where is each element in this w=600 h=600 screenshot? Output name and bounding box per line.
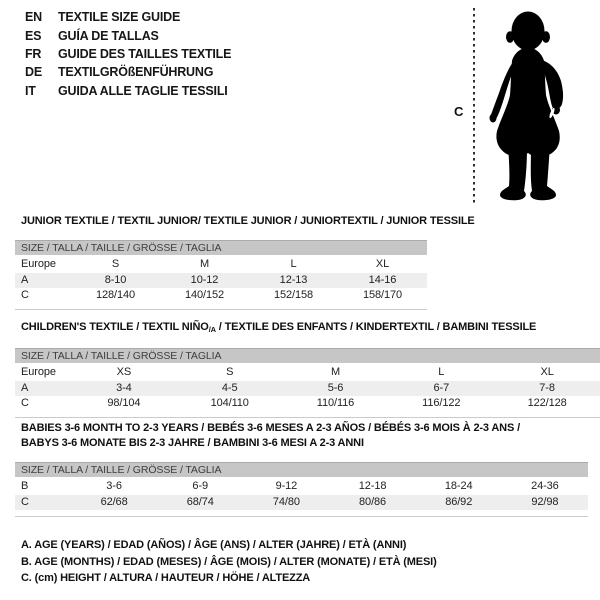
junior-size-table: [15, 255, 427, 303]
language-row: [25, 8, 231, 26]
language-code: DE: [25, 65, 42, 80]
legend-line: B. AGE (MONTHS) / EDAD (MESES) / ÂGE (MOIS) / ALTER (MONATE) / ETÀ (MESI): [21, 555, 437, 568]
table-title-line: [21, 421, 588, 436]
children-size-table: [15, 363, 600, 411]
size-cell: 8-10: [104, 274, 127, 286]
babies-size-table-section: [15, 421, 588, 517]
row-label: A: [21, 274, 29, 286]
language-row: [25, 26, 231, 44]
babies-size-table: [15, 477, 588, 510]
size-cell: 122/128: [527, 397, 567, 409]
language-title: TEXTILE SIZE GUIDE: [58, 10, 181, 25]
size-cell: 128/140: [95, 289, 136, 301]
table-title-text: BABYS 3-6 MONATE BIS 2-3 JAHRE / BAMBINI 3-6 MESI A 2-3 ANNI: [21, 437, 364, 449]
size-cell: 7-8: [539, 382, 555, 394]
size-cell: S: [226, 366, 234, 378]
language-code: IT: [25, 83, 36, 98]
table-title-text: BABIES 3-6 MONTH TO 2-3 YEARS / BEBÉS 3-6 MESES A 2-3 AÑOS / BÉBÉS 3-6 MOIS À 2-3 ANS /: [21, 422, 520, 434]
size-cell: 68/74: [186, 496, 214, 508]
row-label: C: [21, 496, 29, 508]
size-cell: 18-24: [444, 480, 473, 492]
size-cell: 140/152: [184, 289, 225, 301]
size-cell: 6-7: [433, 382, 450, 394]
junior-size-table-section: [15, 214, 475, 310]
table-bottom-rule: [15, 417, 600, 418]
size-cell: 104/110: [210, 397, 249, 409]
language-title: GUIDE DES TAILLES TEXTILE: [58, 46, 232, 61]
table-row: [15, 273, 427, 288]
size-cell: 116/122: [422, 397, 461, 409]
size-cell: 152/158: [273, 289, 314, 301]
table-row: [15, 363, 600, 381]
size-header-bar: SIZE / TALLA / TAILLE / GRÖSSE / TAGLIA: [15, 462, 588, 477]
language-title: GUIDA ALLE TAGLIE TESSILI: [58, 83, 228, 98]
size-cell: 80/86: [359, 496, 387, 508]
size-cell: 14-16: [368, 274, 397, 286]
table-title-line: [21, 436, 588, 451]
height-measure-label: C: [454, 104, 464, 119]
table-bottom-rule: [15, 309, 427, 310]
row-label: Europe: [21, 366, 56, 378]
table-row: [15, 495, 588, 510]
size-cell: 98/104: [107, 397, 141, 409]
size-cell: XL: [540, 366, 554, 378]
size-cell: 3-6: [106, 480, 122, 492]
table-title-text: JUNIOR TEXTILE / TEXTIL JUNIOR/ TEXTILE JUNIOR / JUNIORTEXTIL / JUNIOR TESSILE: [21, 215, 475, 227]
size-cell: 12-13: [279, 274, 308, 286]
language-row: [25, 45, 231, 63]
size-cell: 5-6: [327, 382, 344, 394]
row-label: A: [21, 382, 29, 394]
language-title-list: [25, 8, 231, 100]
size-cell: 10-12: [190, 274, 219, 286]
toddler-silhouette-icon: [490, 12, 564, 201]
table-title: [21, 320, 600, 337]
row-label: C: [21, 289, 29, 301]
size-cell: XS: [116, 366, 132, 378]
table-bottom-rule: [15, 516, 588, 517]
table-row: [15, 396, 600, 411]
legend-line: A. AGE (YEARS) / EDAD (AÑOS) / ÂGE (ANS) / ALTER (JAHRE) / ETÀ (ANNI): [21, 539, 407, 551]
table-row: [15, 477, 588, 495]
children-size-table-section: [15, 320, 600, 418]
size-cell: 92/98: [531, 496, 559, 508]
table-title-text: CHILDREN'S TEXTILE / TEXTIL NIÑO: [21, 321, 209, 333]
size-cell: L: [290, 258, 297, 270]
size-cell: 158/170: [362, 289, 403, 301]
size-cell: 4-5: [221, 382, 238, 394]
table-title-text: /A: [208, 325, 216, 334]
size-cell: 9-12: [275, 480, 298, 492]
language-code: EN: [25, 10, 42, 25]
measurement-legend: [21, 537, 437, 587]
size-cell: M: [199, 258, 210, 270]
baby-figure: [440, 5, 600, 210]
language-title: TEXTILGRÖßENFÜHRUNG: [58, 65, 214, 80]
size-cell: S: [111, 258, 120, 270]
table-title: [21, 421, 588, 451]
row-label: C: [21, 397, 29, 409]
baby-silhouette-graphic: [440, 5, 600, 210]
size-cell: 110/116: [316, 397, 355, 409]
table-title-line: [21, 214, 475, 229]
row-label: B: [21, 480, 29, 492]
size-cell: M: [330, 366, 341, 378]
table-row: [15, 255, 427, 273]
size-cell: 62/68: [100, 496, 128, 508]
language-row: [25, 82, 231, 100]
language-code: FR: [25, 46, 42, 61]
legend-line: C. (cm) HEIGHT / ALTURA / HAUTEUR / HÖHE / ALTEZZA: [21, 572, 311, 584]
size-cell: 12-18: [358, 480, 387, 492]
language-title: GUÍA DE TALLAS: [58, 28, 159, 43]
size-cell: 6-9: [192, 480, 209, 492]
size-cell: XL: [375, 258, 390, 270]
size-header-bar: SIZE / TALLA / TAILLE / GRÖSSE / TAGLIA: [15, 240, 427, 255]
table-title-line: [21, 320, 600, 337]
size-header-bar: SIZE / TALLA / TAILLE / GRÖSSE / TAGLIA: [15, 348, 600, 363]
size-cell: L: [438, 366, 445, 378]
row-label: Europe: [21, 258, 56, 270]
size-cell: 3-4: [116, 382, 132, 394]
size-cell: 86/92: [445, 496, 473, 508]
table-row: [15, 381, 600, 396]
size-cell: 74/80: [272, 496, 300, 508]
size-cell: 24-36: [531, 480, 559, 492]
table-title: [21, 214, 475, 229]
language-row: [25, 63, 231, 81]
table-title-text: / TEXTILE DES ENFANTS / KINDERTEXTIL / BAMBINI TESSILE: [215, 321, 537, 333]
table-row: [15, 288, 427, 303]
language-code: ES: [25, 28, 42, 43]
